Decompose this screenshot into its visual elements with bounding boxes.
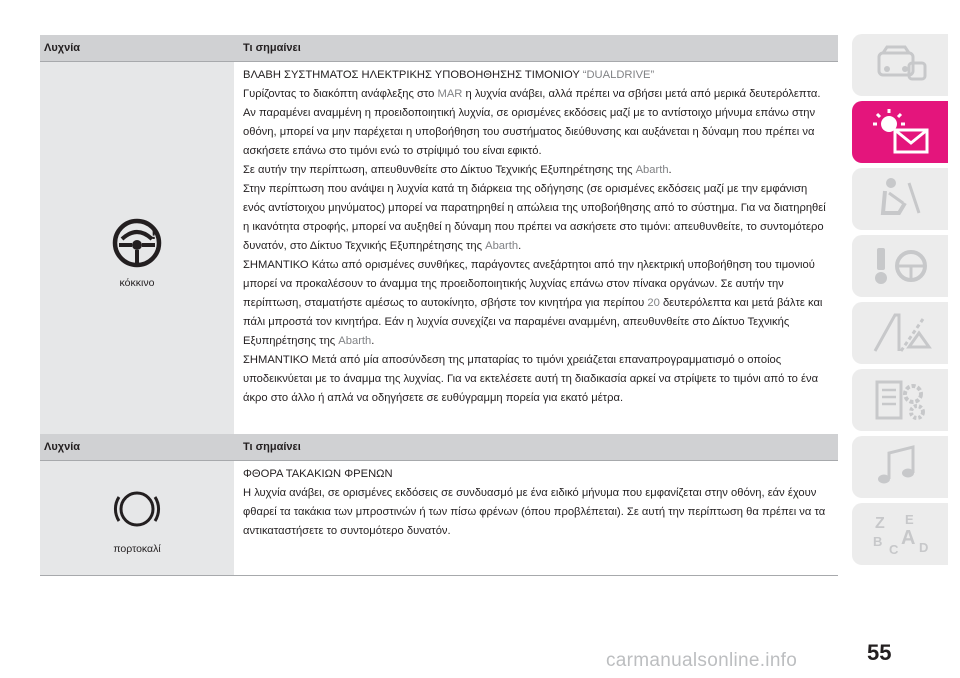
- table-row: [40, 62, 838, 442]
- meaning-text: [235, 461, 838, 575]
- text-fragment: ΣΗΜΑΝΤΙΚΟ Κάτω από ορισμένες συνθήκες, παράγοντες ανεξάρτητοι από την ηλεκτρική υποβοήθηση του τιμονιού μπορεί να προκαλέσουν το άναμμα της προειδοποιητικής λυχνίας επάνω στον πίνακα οργάνων. Σε αυτήν την περίπτωση, σταματήστε αμέσως το αυτοκίνητο, σβήστε τον κινητήρα για περίπου: [243, 259, 815, 309]
- paragraph: [243, 161, 832, 180]
- text-fragment: Abarth: [485, 240, 519, 252]
- text-fragment: “DUALDRIVE”: [582, 69, 655, 81]
- tab-safety[interactable]: [852, 168, 948, 230]
- power-steering-warning-icon: [109, 215, 165, 271]
- text-fragment: ΦΘΟΡΑ ΤΑΚΑΚΙΩΝ ΦΡΕΝΩΝ: [243, 468, 393, 480]
- svg-text:!: !: [151, 225, 157, 243]
- paragraph: [243, 351, 832, 408]
- text-fragment: Abarth: [338, 335, 372, 347]
- seat-airbag-icon: [865, 173, 935, 225]
- warning-light-message-icon: [865, 106, 935, 158]
- svg-text:A: A: [901, 527, 916, 549]
- text-fragment: .: [518, 240, 522, 252]
- header-meaning-column: Τι σημαίνει: [243, 441, 301, 453]
- paragraph: [243, 484, 832, 541]
- table-row: [40, 461, 838, 576]
- icon-color-label: κόκκινο: [119, 276, 155, 289]
- text-fragment: .: [371, 335, 375, 347]
- text-fragment: MAR: [437, 88, 463, 100]
- car-dashboard-icon: [865, 39, 935, 91]
- table-header: [40, 35, 838, 62]
- key-steering-wheel-icon: [865, 240, 935, 292]
- text-fragment: Abarth: [635, 164, 669, 176]
- paragraph: [243, 66, 832, 85]
- header-light-column: Λυχνία: [44, 42, 81, 54]
- paragraph: [243, 256, 832, 351]
- meaning-text: [235, 62, 838, 441]
- text-fragment: Σε αυτήν την περίπτωση, απευθυνθείτε στο Δίκτυο Τεχνικής Εξυπηρέτησης της: [243, 164, 636, 176]
- header-meaning-column: Τι σημαίνει: [243, 42, 301, 54]
- text-fragment: Αν παραμένει αναμμένη η προειδοποιητική λυχνία, σε ορισμένες εκδόσεις μαζί με το αντίστοιχο μήνυμα επάνω στην οθόνη, μπορεί να μην παρέχεται η υποβοήθηση του συστήματος διεύθυνσης και αυξάνεται η δύναμη που πρέπει να ασκήσετε επάνω στο τιμόνι ενώ το στρίψιμό του είναι εφικτό.: [243, 107, 816, 157]
- watermark: carmanualsonline.info: [606, 650, 798, 671]
- tab-index[interactable]: [852, 503, 948, 565]
- icon-color-label: πορτοκαλί: [113, 543, 161, 555]
- warning-light-table-1: [40, 35, 838, 442]
- header-light-column: Λυχνία: [44, 441, 81, 453]
- page-number: 55: [867, 640, 892, 665]
- brake-pad-wear-icon: [109, 481, 165, 537]
- text-fragment: Η λυχνία ανάβει, σε ορισμένες εκδόσεις σε συνδυασμό με ένα ειδικό μήνυμα που εμφανίζεται στην οθόνη, εάν έχουν φθαρεί τα τακάκια των μπροστινών ή των πίσω φρένων (όπου προβλέπεται). Σε αυτή την περίπτωση θα πρέπει να τα αντικαταστήσετε το συντομότερο δυνατόν.: [243, 487, 826, 537]
- text-fragment: η λυχνία ανάβει, αλλά πρέπει να σβήσει μετά από μερικά δευτερόλεπτα.: [462, 88, 821, 100]
- text-fragment: ΒΛΑΒΗ ΣΥΣΤΗΜΑΤΟΣ ΗΛΕΚΤΡΙΚΗΣ ΥΠΟΒΟΗΘΗΣΗΣ ΤΙΜΟΝΙΟΥ: [243, 69, 583, 81]
- tab-starting-driving[interactable]: [852, 235, 948, 297]
- music-note-icon: [865, 441, 935, 493]
- warning-light-table-2: [40, 434, 838, 576]
- breakdown-road-icon: [865, 307, 935, 359]
- alphabet-index-icon: [865, 508, 935, 560]
- text-fragment: .: [668, 164, 672, 176]
- text-fragment: ΣΗΜΑΝΤΙΚΟ Μετά από μία αποσύνδεση της μπαταρίας το τιμόνι χρειάζεται επαναπρογραμματισμό ο οποίος υποδεικνύεται με το άναμμα της λυχνίας. Για να εκτελέσετε αυτή τη διαδικασία αρκεί να στρίψετε το τιμόνι από το ένα άκρο στο άλλο ή απλά να οδηγήσετε σε ευθύγραμμη πορεία για εκατό μέτρα.: [243, 354, 819, 404]
- svg-text:D: D: [919, 540, 929, 555]
- text-fragment: Στην περίπτωση που ανάψει η λυχνία κατά τη διάρκεια της οδήγησης (σε ορισμένες εκδόσεις μαζί με την εμφάνιση ενός αντίστοιχου μηνύματος) μπορεί να παρατηρηθεί η απώλεια της υποβοήθησης από το σύστημα. Για να διατηρηθεί η ικανότητα στροφής, μπορεί να αυξηθεί η δύναμη που πρέπει να ασκήσετε στο τιμόνι: απευθυνθείτε, το συντομότερο δυνατόν, στο Δίκτυο Τεχνικής Εξυπηρέτησης της: [243, 183, 826, 252]
- svg-text:E: E: [905, 512, 914, 527]
- service-settings-icon: [865, 374, 935, 426]
- tab-maintenance[interactable]: [852, 369, 948, 431]
- table-header: [40, 434, 838, 461]
- text-fragment: Γυρίζοντας το διακόπτη ανάφλεξης στο: [243, 88, 438, 100]
- tab-emergency[interactable]: [852, 302, 948, 364]
- paragraph: [243, 180, 832, 256]
- text-fragment: δευτερόλεπτα και μετά βάλτε και πάλι μπροστά τον κινητήρα. Εάν η λυχνία συνεχίζει να παραμένει αναμμένη, απευθυνθείτε στο Δίκτυο Τεχνικής Εξυπηρέτησης της: [243, 297, 823, 347]
- tab-dashboard[interactable]: [852, 34, 948, 96]
- tab-warning-lights[interactable]: [852, 101, 948, 163]
- icon-cell: [40, 62, 235, 441]
- tab-multimedia[interactable]: [852, 436, 948, 498]
- chapter-tabs: [852, 34, 948, 570]
- paragraph: [243, 465, 832, 484]
- svg-text:B: B: [873, 534, 883, 549]
- icon-cell: [40, 461, 235, 575]
- text-fragment: 20: [647, 297, 660, 309]
- svg-text:C: C: [889, 542, 899, 557]
- paragraph: [243, 104, 832, 161]
- paragraph: [243, 85, 832, 104]
- svg-text:Z: Z: [875, 515, 885, 532]
